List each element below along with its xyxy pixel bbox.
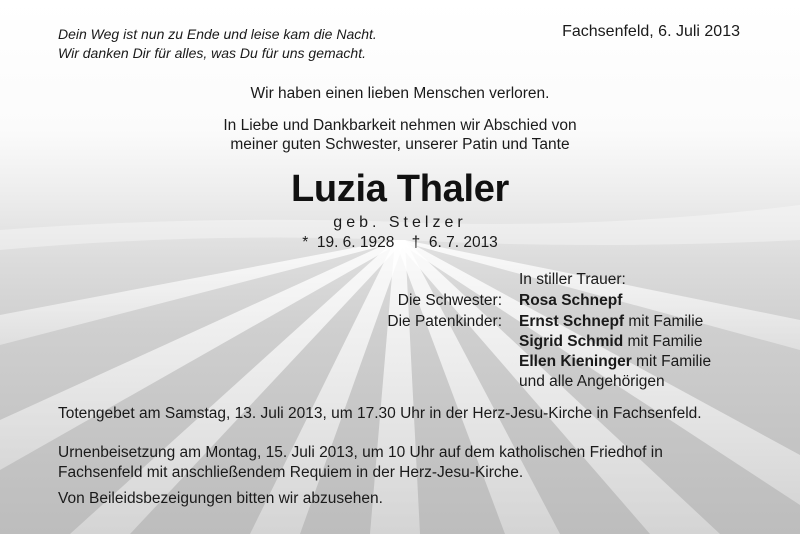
intro-line-1: Wir haben einen lieben Menschen verloren. <box>250 85 550 102</box>
mourner-suffix: mit Familie <box>631 353 712 370</box>
mourner-name: Sigrid Schmid <box>519 333 624 350</box>
condolence-note: Von Beileidsbezeigungen bitten wir abzusehen. <box>58 490 383 507</box>
maiden-name: geb. Stelzer <box>333 214 467 231</box>
birth-death-dates: * 19. 6. 1928 † 6. 7. 2013 <box>302 234 498 251</box>
place-date: Fachsenfeld, 6. Juli 2013 <box>562 23 740 40</box>
mourners-closing: und alle Angehörigen <box>519 373 665 390</box>
mourner-name: Ellen Kieninger <box>519 353 632 370</box>
sister-label: Die Schwester: <box>397 292 502 309</box>
mourner-suffix: mit Familie <box>623 333 703 350</box>
mourner-entry <box>519 353 711 371</box>
mourners-heading: In stiller Trauer: <box>519 271 626 288</box>
mourner-entry <box>519 333 702 351</box>
godchildren-label: Die Patenkinder: <box>387 313 502 330</box>
burial-service-text: Urnenbeisetzung am Montag, 15. Juli 2013, um 10 Uhr auf dem katholischen Friedhof in Fachsenfeld mit anschließendem Requiem in der Herz-Jesu-Kirche. <box>58 444 663 481</box>
mourner-entry <box>519 292 622 310</box>
intro-line-3: meiner guten Schwester, unserer Patin und Tante <box>230 136 570 153</box>
poem-line-2: Wir danken Dir für alles, was Du für uns gemacht. <box>58 45 366 61</box>
mourner-name: Rosa Schnepf <box>519 292 623 309</box>
poem-line-1: Dein Weg ist nun zu Ende und leise kam die Nacht. <box>58 26 377 42</box>
deceased-name: Luzia Thaler <box>290 168 510 210</box>
mourner-suffix: mit Familie <box>624 313 704 330</box>
mourner-name: Ernst Schnepf <box>519 313 625 330</box>
prayer-service-text: Totengebet am Samstag, 13. Juli 2013, um 17.30 Uhr in der Herz-Jesu-Kirche in Fachsenfeld. <box>58 405 702 422</box>
mourner-entry <box>519 313 703 331</box>
intro-line-2: In Liebe und Dankbarkeit nehmen wir Abschied von <box>223 117 577 134</box>
